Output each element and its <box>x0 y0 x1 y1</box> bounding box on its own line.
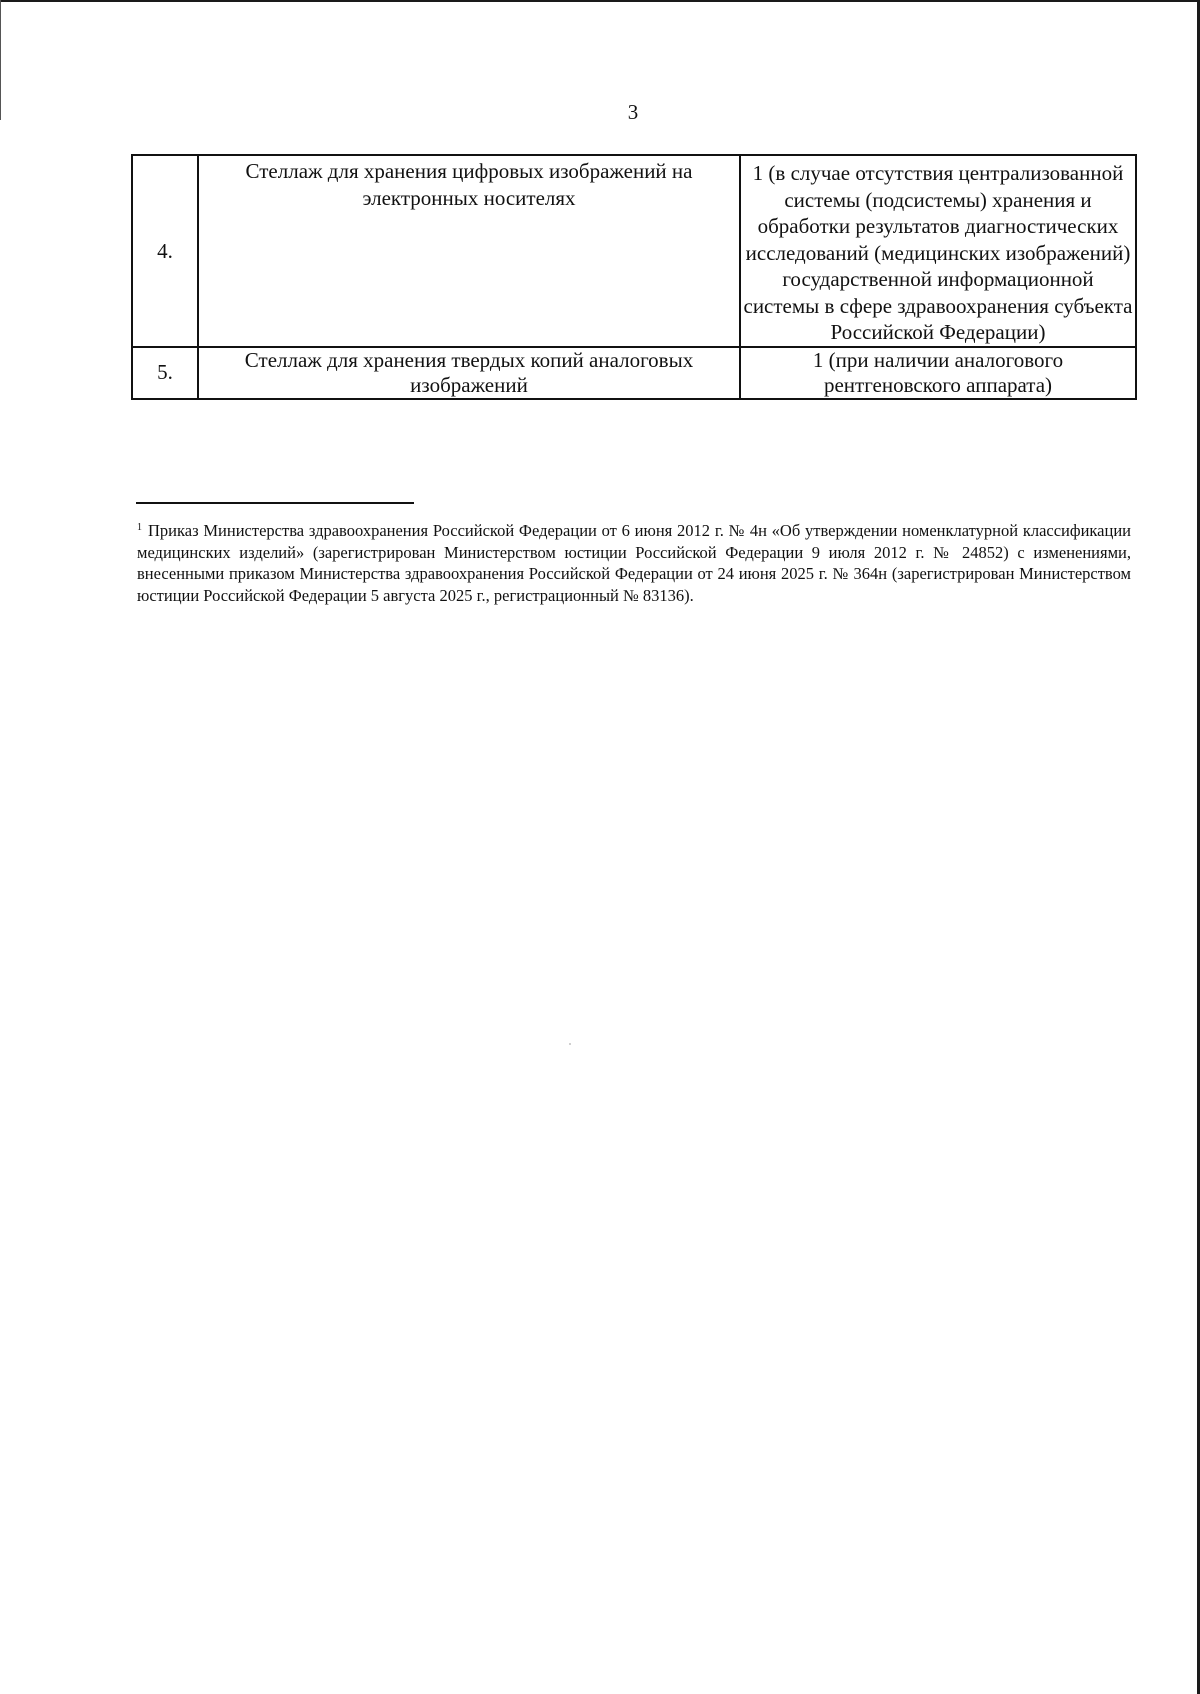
row-number: 5. <box>132 347 198 399</box>
equipment-name: Стеллаж для хранения цифровых изображений на электронных носителях <box>198 155 740 347</box>
equipment-name: Стеллаж для хранения твердых копий аналоговых изображений <box>198 347 740 399</box>
table-row <box>132 347 1136 399</box>
page-number: 3 <box>627 100 639 124</box>
row-number: 4. <box>132 155 198 347</box>
footnote <box>137 520 1131 606</box>
scan-speck <box>569 1043 571 1045</box>
footnote-marker: 1 <box>137 522 142 533</box>
equipment-table <box>131 154 1137 400</box>
scan-border-top <box>0 0 1200 2</box>
footnote-separator <box>136 502 414 504</box>
equipment-quantity: 1 (в случае отсутствия централизованной системы (подсистемы) хранения и обработки результатов диагностических исследований (медицинских изображений) государственной информационной системы в сфере здравоохранения субъекта Российской Федерации) <box>740 155 1136 347</box>
equipment-quantity: 1 (при наличии аналогового рентгеновского аппарата) <box>740 347 1136 399</box>
table-row <box>132 155 1136 347</box>
footnote-text: Приказ Министерства здравоохранения Российской Федерации от 6 июня 2012 г. № 4н «Об утверждении номенклатурной классификации медицинских изделий» (зарегистрирован Министерством юстиции Российской Федерации 9 июля 2012 г. № 24852) с изменениями, внесенными приказом Министерства здравоохранения Российской Федерации от 24 июня 2025 г. № 364н (зарегистрирован Министерством юстиции Российской Федерации 5 августа 2025 г., регистрационный № 83136). <box>137 521 1131 605</box>
